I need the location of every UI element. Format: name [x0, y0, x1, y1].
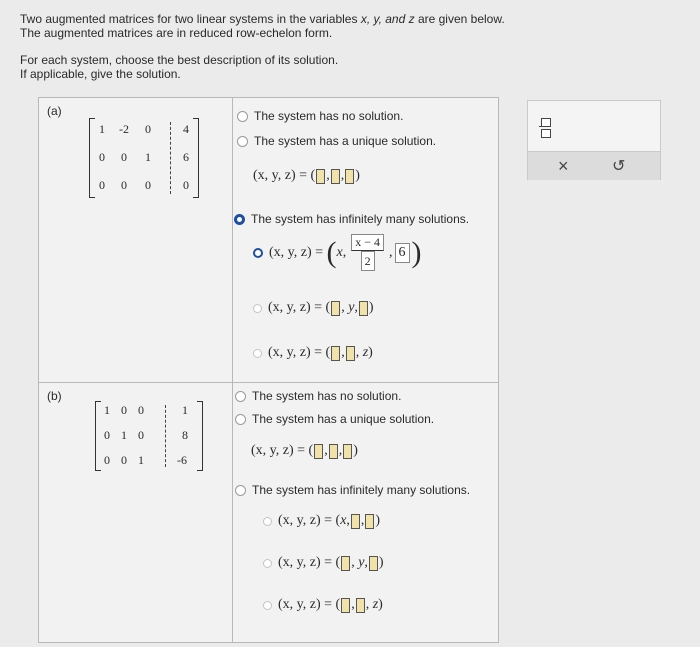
fraction-numerator[interactable]: x − 4 [351, 234, 384, 251]
answer-box[interactable] [369, 556, 378, 571]
infinite-form-alt-1[interactable]: (x, y, z) = ( , y , ) [253, 300, 374, 316]
matrix-cell: 1 [121, 428, 127, 442]
matrix-cell: 0 [104, 428, 110, 442]
answer-box[interactable] [331, 346, 340, 361]
option-label: The system has infinitely many solutions. [251, 212, 470, 226]
matrix-cell: -2 [119, 122, 129, 136]
radio-button[interactable] [235, 414, 246, 425]
matrix-cell: 1 [99, 122, 105, 136]
radio-button-selected[interactable] [234, 214, 245, 225]
option-label: The system has infinitely many solutions. [252, 483, 471, 497]
matrix-cell: 0 [121, 453, 127, 467]
matrix-cell: 1 [145, 150, 151, 164]
answer-box[interactable] [351, 514, 360, 529]
tuple-lhs: (x, y, z) = [278, 513, 333, 528]
matrix-cell: 0 [99, 178, 105, 192]
clear-icon[interactable]: × [558, 156, 569, 176]
matrix-cell: -6 [177, 453, 187, 467]
tuple-lhs: (x, y, z) = [269, 244, 324, 260]
option-no-solution[interactable] [237, 109, 403, 123]
matrix-cell: 0 [138, 428, 144, 442]
part-a-matrix [89, 118, 199, 198]
part-b-matrix [95, 401, 203, 471]
matrix-cell: 0 [99, 150, 105, 164]
question-table [38, 97, 499, 643]
param-z: z [362, 345, 369, 360]
part-b-row [39, 383, 498, 642]
answer-box[interactable] [346, 346, 355, 361]
answer-box[interactable] [359, 301, 368, 316]
radio-button[interactable] [263, 601, 272, 610]
option-label: The system has a unique solution. [252, 412, 435, 426]
param-z: z [372, 597, 379, 612]
toolbar-bottom [528, 151, 660, 180]
infinite-form-alt-0[interactable]: (x, y, z) = ( x , , ) [263, 513, 380, 529]
radio-button[interactable] [235, 391, 246, 402]
answer-box[interactable] [341, 556, 350, 571]
radio-button[interactable] [237, 111, 248, 122]
option-label: The system has a unique solution. [254, 134, 437, 148]
radio-button[interactable] [235, 485, 246, 496]
unique-solution-expression: (x, y, z) = ( , , ) [253, 168, 360, 183]
tuple-lhs: (x, y, z) = [268, 345, 323, 360]
intro-line-4: If applicable, give the solution. [20, 67, 181, 81]
infinite-form-alt-2[interactable]: (x, y, z) = ( , , z ) [263, 597, 383, 613]
undo-icon[interactable]: ↺ [612, 158, 626, 175]
part-b-label: (b) [47, 389, 62, 403]
matrix-cell: 0 [121, 403, 127, 417]
answer-x: x [336, 244, 343, 260]
option-label: The system has no solution. [254, 109, 404, 123]
answer-box[interactable] [343, 444, 352, 459]
matrix-cell: 0 [138, 403, 144, 417]
intro-line-2: The augmented matrices are in reduced row-echelon form. [20, 26, 333, 40]
matrix-cell: 1 [138, 453, 144, 467]
param-x: x [340, 513, 347, 528]
matrix-cell: 1 [182, 403, 188, 417]
matrix-cell: 0 [121, 150, 127, 164]
answer-z[interactable]: 6 [395, 243, 410, 263]
toolbar-top [528, 101, 660, 151]
answer-box[interactable] [316, 169, 325, 184]
fraction-template-icon[interactable] [538, 116, 552, 138]
tuple-lhs: (x, y, z) = [251, 443, 306, 458]
answer-box[interactable] [345, 169, 354, 184]
answer-box[interactable] [331, 169, 340, 184]
answer-box[interactable] [356, 598, 365, 613]
tuple-lhs: (x, y, z) = [268, 300, 323, 315]
matrix-cell: 4 [183, 122, 189, 136]
part-a-label: (a) [47, 104, 62, 118]
matrix-cell: 0 [121, 178, 127, 192]
fraction-denominator[interactable]: 2 [361, 251, 375, 271]
radio-button[interactable] [253, 304, 262, 313]
radio-button[interactable] [237, 136, 248, 147]
tuple-lhs: (x, y, z) = [278, 597, 333, 612]
option-infinite-solutions[interactable] [234, 212, 469, 226]
matrix-cell: 0 [145, 178, 151, 192]
infinite-form-alt-1[interactable]: (x, y, z) = ( , y , ) [263, 555, 384, 571]
unique-solution-expression: (x, y, z) = ( , , ) [251, 443, 358, 458]
tuple-lhs: (x, y, z) = [253, 168, 308, 183]
matrix-cell: 0 [183, 178, 189, 192]
intro-line-1: Two augmented matrices for two linear systems in the variables x, y, and z are given below. [20, 12, 505, 26]
radio-button[interactable] [263, 517, 272, 526]
option-no-solution[interactable] [235, 389, 401, 403]
answer-box[interactable] [341, 598, 350, 613]
param-y: y [348, 300, 355, 315]
infinite-form-alt-2[interactable]: (x, y, z) = ( , , z ) [253, 345, 373, 361]
matrix-right-bracket [197, 401, 203, 471]
option-unique-solution[interactable] [235, 412, 434, 426]
option-unique-solution[interactable] [237, 134, 436, 148]
answer-box[interactable] [331, 301, 340, 316]
matrix-cell: 0 [104, 453, 110, 467]
answer-box[interactable] [314, 444, 323, 459]
tuple-lhs: (x, y, z) = [278, 555, 333, 570]
infinite-form-selected[interactable]: (x, y, z) = ( x , $\frac{x - 4}{2}$ , 6 ) [253, 234, 422, 271]
answer-box[interactable] [329, 444, 338, 459]
part-a-row [39, 98, 498, 383]
matrix-cell: 8 [182, 428, 188, 442]
radio-button[interactable] [263, 559, 272, 568]
radio-button[interactable] [253, 349, 262, 358]
matrix-cell: 1 [104, 403, 110, 417]
matrix-cell: 0 [145, 122, 151, 136]
augment-divider [170, 122, 171, 194]
option-label: The system has no solution. [252, 389, 402, 403]
matrix-right-bracket [193, 118, 199, 198]
option-infinite-solutions[interactable] [235, 483, 470, 497]
instructions [20, 12, 505, 81]
radio-button-selected[interactable] [253, 248, 263, 258]
fraction-answer[interactable] [349, 234, 386, 271]
math-toolbar [527, 100, 661, 180]
param-y: y [358, 555, 365, 570]
matrix-cell: 6 [183, 150, 189, 164]
intro-line-3: For each system, choose the best description of its solution. [20, 53, 339, 67]
augment-divider [165, 405, 166, 467]
answer-box[interactable] [365, 514, 374, 529]
